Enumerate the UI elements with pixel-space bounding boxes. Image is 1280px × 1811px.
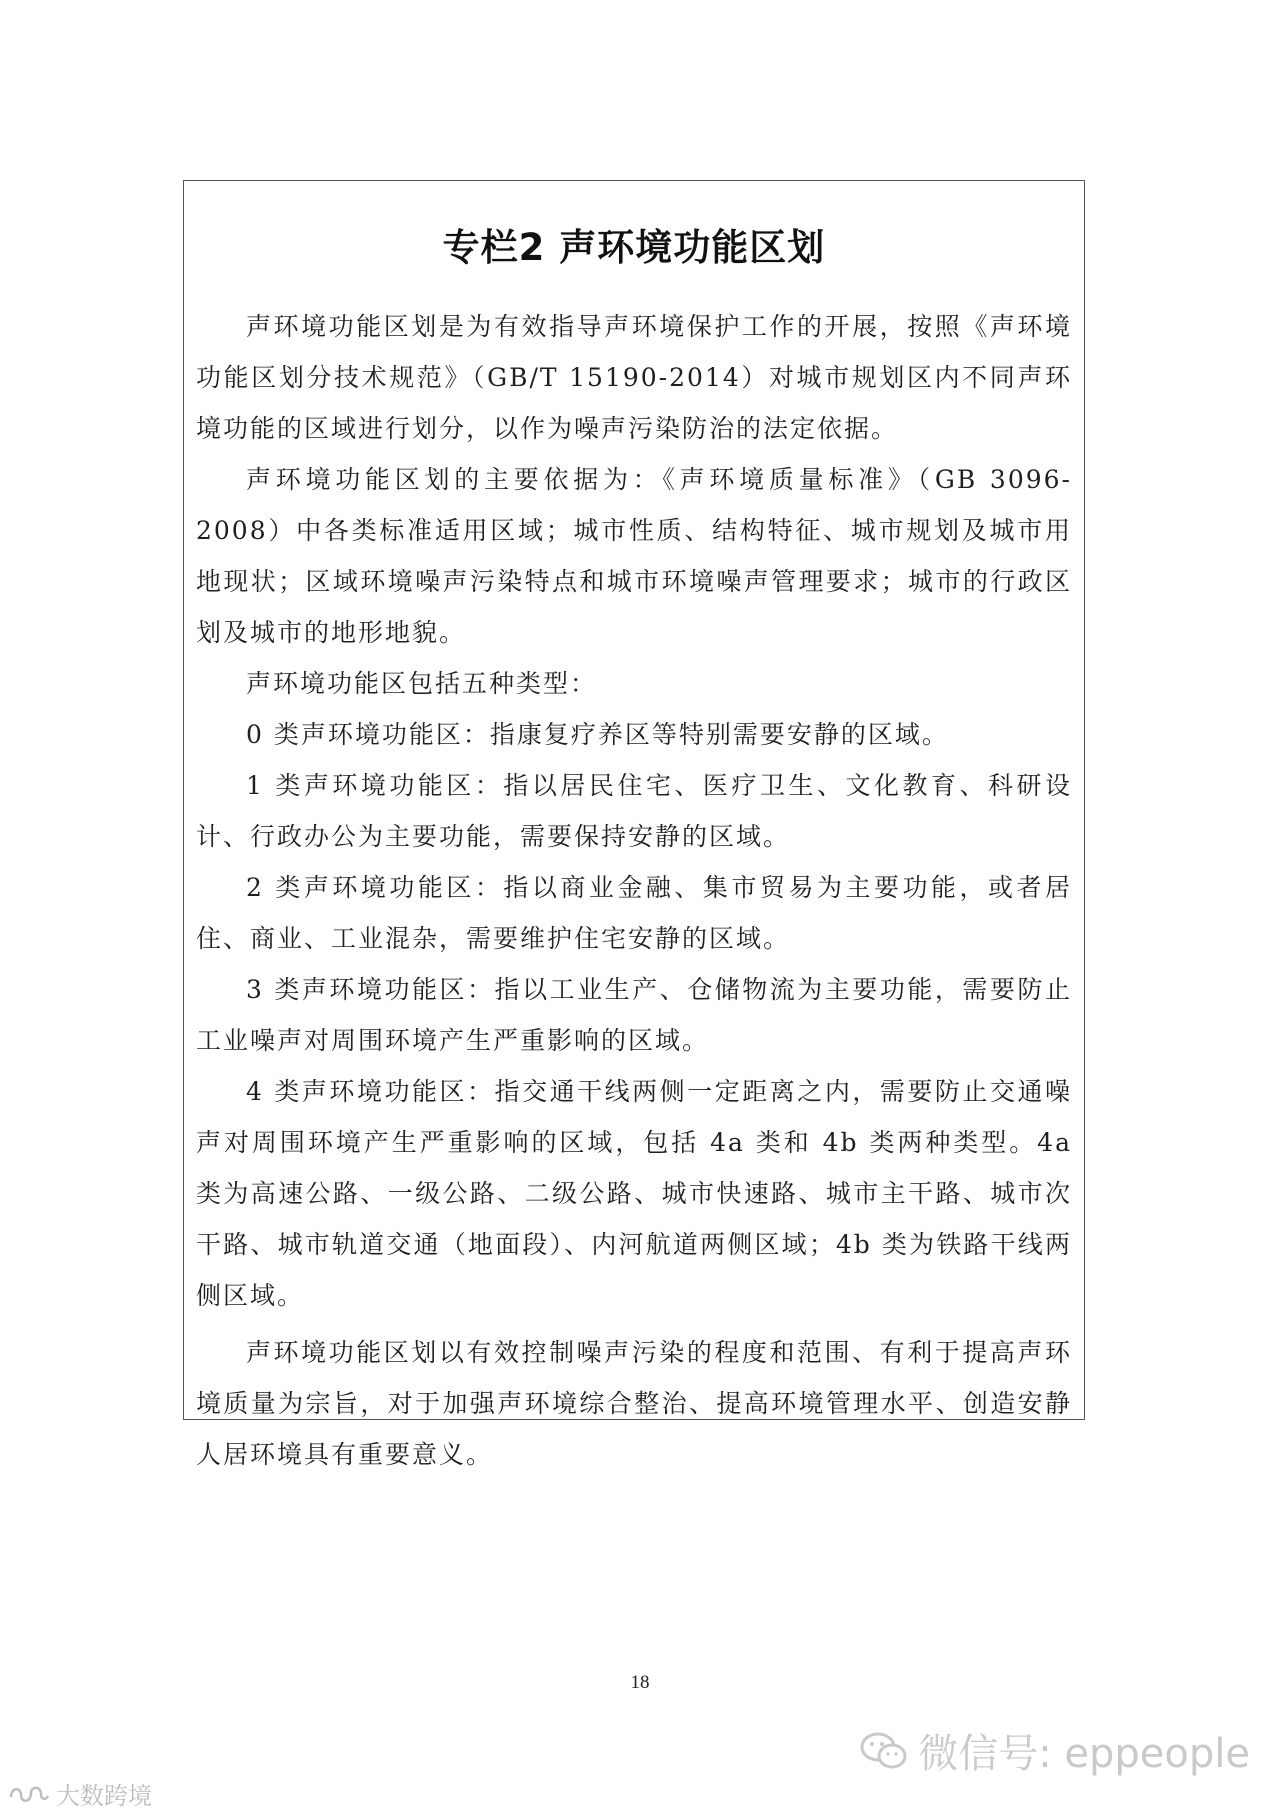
paragraph: 声环境功能区划的主要依据为：《声环境质量标准》（GB 3096-2008）中各类标准适用区域；城市性质、结构特征、城市规划及城市用地现状；区域环境噪声污染特点和城市环境噪声管理要求；城市的行政区划及城市的地形地貌。 [196, 465, 1072, 647]
wechat-watermark [860, 1722, 1250, 1779]
wechat-id-text: 微信号: eppeople [918, 1731, 1250, 1777]
paragraph: 声环境功能区包括五种类型： [246, 669, 598, 698]
paragraph: 声环境功能区划是为有效指导声环境保护工作的开展，按照《声环境功能区划分技术规范》（GB/T 15190-2014）对城市规划区内不同声环境功能的区域进行划分，以作为噪声污染防治的法定依据。 [196, 312, 1072, 443]
paragraph: 0 类声环境功能区：指康复疗养区等特别需要安静的区域。 [246, 720, 949, 749]
section-body [196, 301, 1072, 1480]
paragraph: 声环境功能区划以有效控制噪声污染的程度和范围、有利于提高声环境质量为宗旨，对于加强声环境综合整治、提高环境管理水平、创造安静人居环境具有重要意义。 [196, 1338, 1072, 1469]
page-number: 18 [630, 1672, 650, 1693]
paragraph: 4 类声环境功能区：指交通干线两侧一定距离之内，需要防止交通噪声对周围环境产生严重影响的区域，包括 4a 类和 4b 类两种类型。4a 类为高速公路、一级公路、二级公路、城市快速路、城市主干路、城市次干路、城市轨道交通（地面段）、内河航道两侧区域；4b 类为铁路干线两侧区域。 [196, 1077, 1072, 1310]
section-title: 专栏2 声环境功能区划 [442, 226, 826, 269]
paragraph: 1 类声环境功能区：指以居民住宅、医疗卫生、文化教育、科研设计、行政办公为主要功能，需要保持安静的区域。 [196, 771, 1072, 851]
brand-mark-icon [8, 1783, 50, 1805]
source-watermark-text: 大数跨境 [56, 1782, 152, 1810]
paragraph: 3 类声环境功能区：指以工业生产、仓储物流为主要功能，需要防止工业噪声对周围环境产生严重影响的区域。 [196, 975, 1072, 1055]
source-watermark [8, 1776, 152, 1811]
paragraph: 2 类声环境功能区：指以商业金融、集市贸易为主要功能，或者居住、商业、工业混杂，需要维护住宅安静的区域。 [196, 873, 1072, 953]
column-box [183, 180, 1085, 1469]
wechat-logo-icon [860, 1731, 908, 1771]
